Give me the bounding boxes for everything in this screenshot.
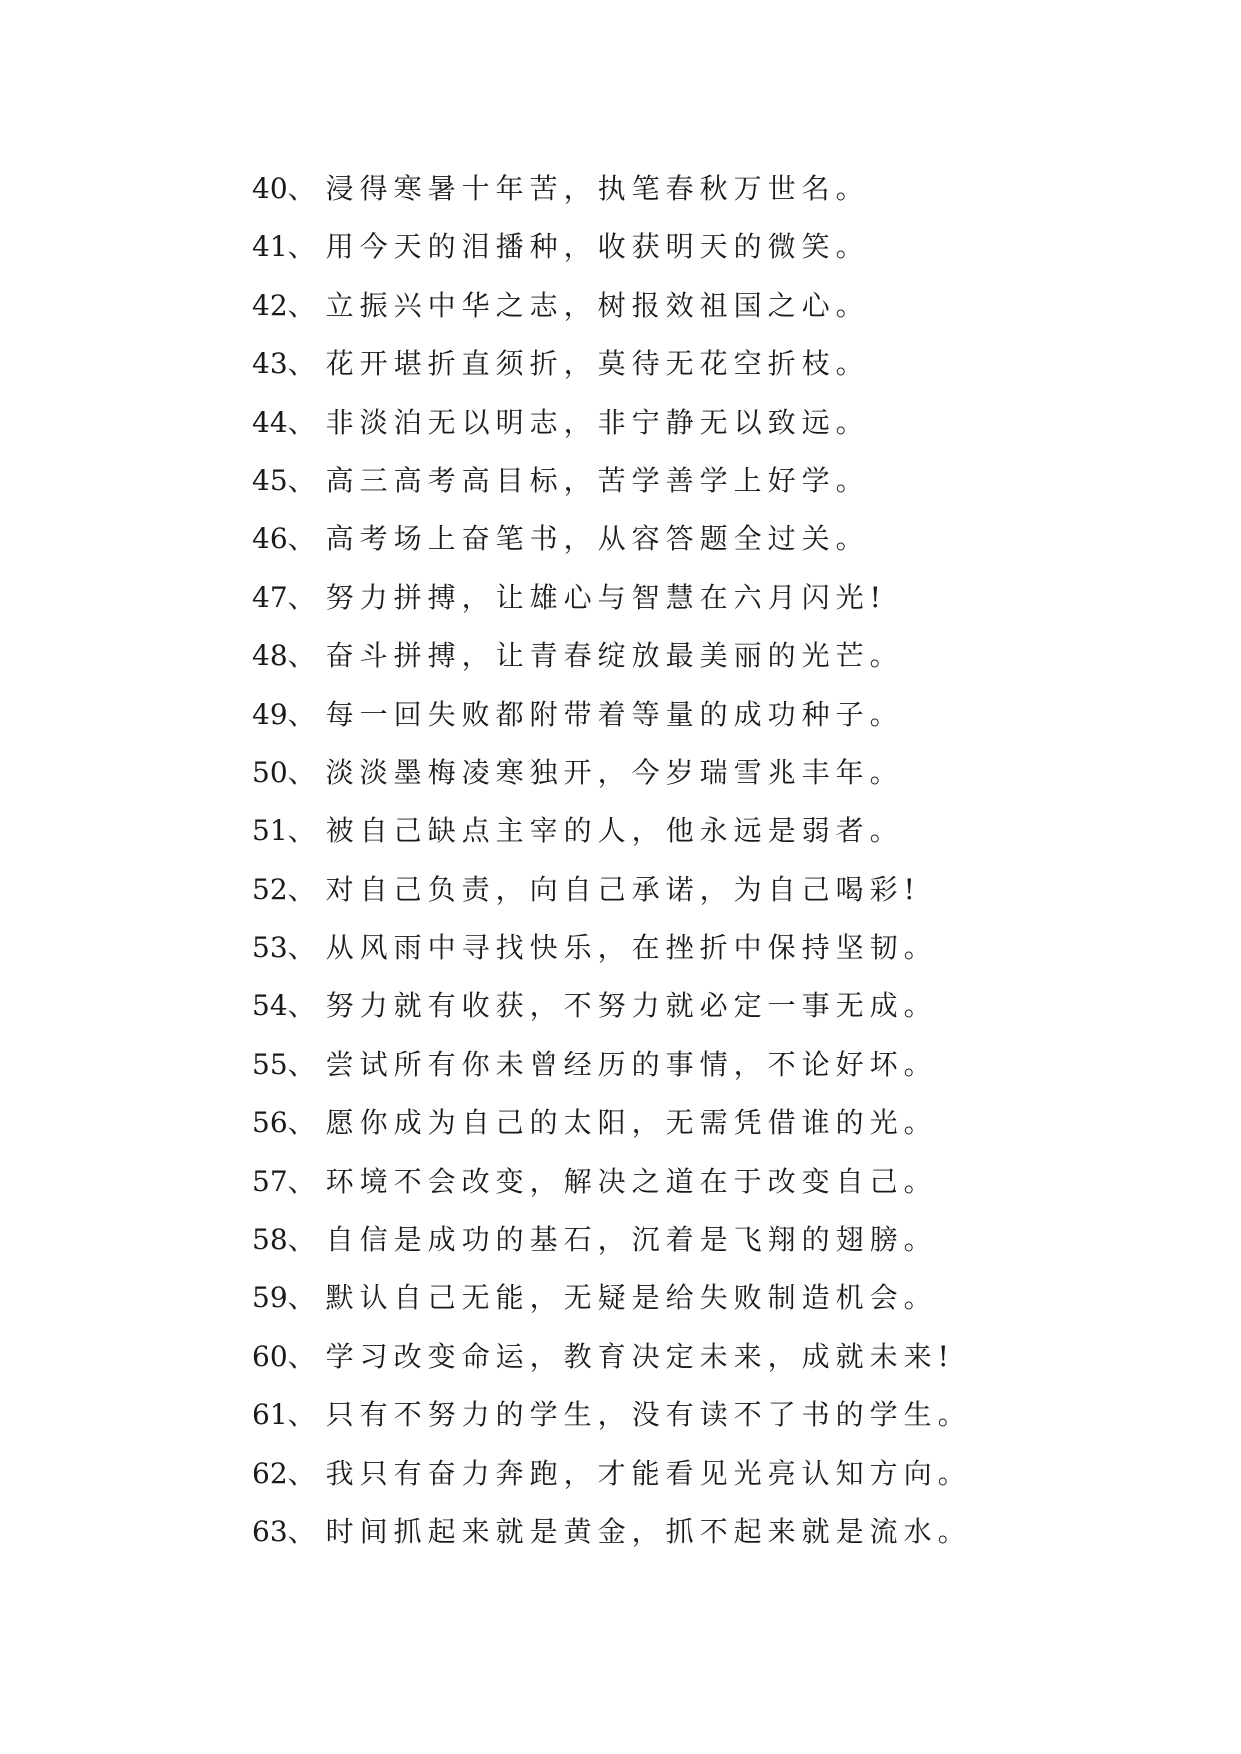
item-number: 43 — [252, 347, 288, 381]
list-item — [252, 627, 1212, 685]
list-item — [252, 1328, 1212, 1386]
quote-text: 尝试所有你未曾经历的事情，不论好坏。 — [325, 1047, 938, 1081]
quote-text: 对自己负责，向自己承诺，为自己喝彩! — [325, 872, 921, 906]
list-item — [252, 744, 1212, 802]
quote-text: 每一回失败都附带着等量的成功种子。 — [325, 697, 904, 731]
list-item — [252, 686, 1212, 744]
item-separator: 、 — [287, 1223, 322, 1257]
quote-text: 我只有奋力奔跑，才能看见光亮认知方向。 — [325, 1456, 972, 1490]
item-number: 56 — [252, 1106, 288, 1140]
item-number: 40 — [252, 172, 288, 205]
item-number: 52 — [252, 872, 288, 906]
quote-text: 默认自己无能，无疑是给失败制造机会。 — [325, 1281, 938, 1315]
item-separator: 、 — [287, 697, 322, 731]
item-separator: 、 — [287, 347, 322, 381]
list-item — [252, 277, 1212, 335]
item-number: 44 — [252, 405, 288, 439]
list-item — [252, 335, 1212, 393]
item-separator: 、 — [287, 1164, 322, 1198]
quote-text: 被自己缺点主宰的人，他永远是弱者。 — [325, 814, 904, 848]
item-separator: 、 — [287, 1398, 322, 1432]
quote-text: 非淡泊无以明志，非宁静无以致远。 — [325, 405, 870, 439]
quote-text: 环境不会改变，解决之道在于改变自己。 — [325, 1164, 938, 1198]
quote-text: 努力就有收获，不努力就必定一事无成。 — [325, 989, 938, 1023]
list-item — [252, 919, 1212, 977]
quote-text: 从风雨中寻找快乐，在挫折中保持坚韧。 — [325, 931, 938, 965]
item-number: 57 — [252, 1164, 288, 1198]
item-number: 49 — [252, 697, 288, 731]
list-item — [252, 452, 1212, 510]
list-item — [252, 861, 1212, 919]
item-number: 55 — [252, 1047, 288, 1081]
quote-text: 用今天的泪播种，收获明天的微笑。 — [325, 230, 870, 264]
quote-text: 努力拼搏，让雄心与智慧在六月闪光! — [325, 580, 887, 614]
item-number: 45 — [252, 463, 288, 497]
item-separator: 、 — [287, 405, 322, 439]
item-separator: 、 — [287, 755, 322, 789]
quote-text: 愿你成为自己的太阳，无需凭借谁的光。 — [325, 1106, 938, 1140]
list-item — [252, 1094, 1212, 1152]
quote-text: 自信是成功的基石，沉着是飞翔的翅膀。 — [325, 1223, 938, 1257]
item-separator: 、 — [287, 1281, 322, 1315]
item-number: 47 — [252, 580, 288, 614]
quote-list — [252, 160, 1212, 1561]
item-number: 59 — [252, 1281, 288, 1315]
item-number: 53 — [252, 931, 288, 965]
item-separator: 、 — [287, 1339, 322, 1373]
quote-text: 只有不努力的学生，没有读不了书的学生。 — [325, 1398, 972, 1432]
list-item — [252, 160, 1212, 218]
item-separator: 、 — [287, 522, 322, 556]
list-item — [252, 802, 1212, 860]
item-number: 54 — [252, 989, 288, 1023]
item-separator: 、 — [287, 1106, 322, 1140]
item-separator: 、 — [287, 288, 322, 322]
list-item — [252, 394, 1212, 452]
quote-text: 奋斗拼搏，让青春绽放最美丽的光芒。 — [325, 639, 904, 673]
item-number: 50 — [252, 755, 288, 789]
list-item — [252, 1036, 1212, 1094]
item-number: 51 — [252, 814, 288, 848]
list-item — [252, 977, 1212, 1035]
item-number: 61 — [252, 1398, 288, 1432]
list-item — [252, 218, 1212, 276]
list-item — [252, 510, 1212, 568]
quote-text: 淡淡墨梅凌寒独开，今岁瑞雪兆丰年。 — [325, 755, 904, 789]
item-separator: 、 — [287, 639, 322, 673]
item-separator: 、 — [287, 172, 322, 205]
item-number: 58 — [252, 1223, 288, 1257]
item-number: 63 — [252, 1514, 288, 1548]
item-separator: 、 — [287, 463, 322, 497]
item-separator: 、 — [287, 931, 322, 965]
list-item — [252, 569, 1212, 627]
item-number: 48 — [252, 639, 288, 673]
item-separator: 、 — [287, 1514, 322, 1548]
item-number: 62 — [252, 1456, 288, 1490]
item-separator: 、 — [287, 1456, 322, 1490]
quote-text: 花开堪折直须折，莫待无花空折枝。 — [325, 347, 870, 381]
list-item — [252, 1269, 1212, 1327]
item-separator: 、 — [287, 814, 322, 848]
list-item — [252, 1386, 1212, 1444]
quote-text: 高三高考高目标，苦学善学上好学。 — [325, 463, 870, 497]
quote-text: 高考场上奋笔书，从容答题全过关。 — [325, 522, 870, 556]
list-item — [252, 1153, 1212, 1211]
quote-text: 立振兴中华之志，树报效祖国之心。 — [325, 288, 870, 322]
item-number: 42 — [252, 288, 288, 322]
item-separator: 、 — [287, 230, 322, 264]
item-number: 41 — [252, 230, 288, 264]
item-separator: 、 — [287, 580, 322, 614]
item-separator: 、 — [287, 872, 322, 906]
list-item — [252, 1211, 1212, 1269]
item-separator: 、 — [287, 1047, 322, 1081]
quote-text: 学习改变命运，教育决定未来，成就未来! — [325, 1339, 955, 1373]
quote-text: 时间抓起来就是黄金，抓不起来就是流水。 — [325, 1514, 972, 1548]
item-separator: 、 — [287, 989, 322, 1023]
list-item — [252, 1503, 1212, 1561]
item-number: 46 — [252, 522, 288, 556]
list-item — [252, 1445, 1212, 1503]
item-number: 60 — [252, 1339, 288, 1373]
quote-text: 浸得寒暑十年苦，执笔春秋万世名。 — [325, 172, 870, 205]
